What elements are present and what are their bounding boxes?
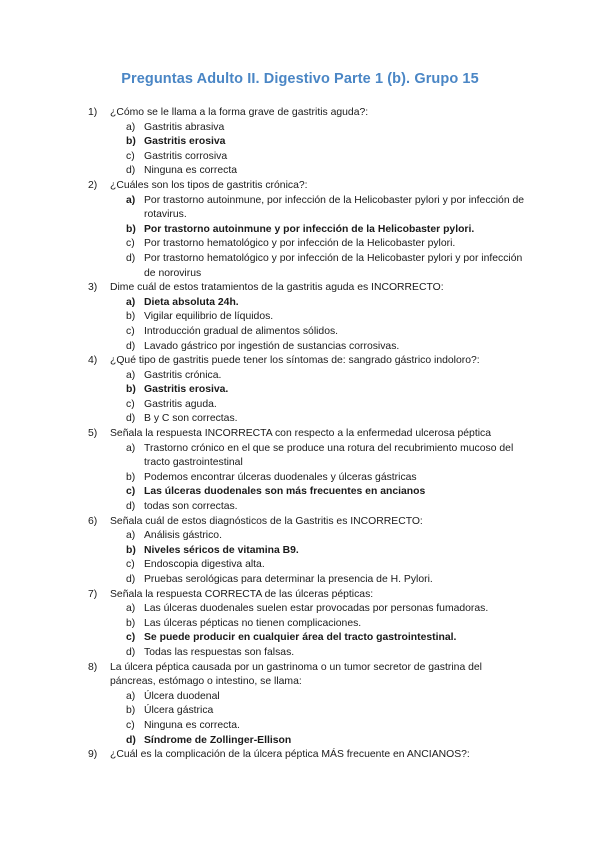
- option-letter: a): [126, 690, 136, 702]
- option-letter: a): [126, 369, 136, 381]
- answer-option: [88, 237, 528, 252]
- question-list: [88, 106, 528, 763]
- option-letter: d): [126, 646, 136, 658]
- question-number: 9): [88, 749, 98, 761]
- question-number: 7): [88, 588, 98, 600]
- answer-option: [88, 690, 528, 705]
- question-7: [88, 588, 528, 603]
- option-text: Gastritis corrosiva: [144, 150, 228, 162]
- answer-option: [88, 194, 528, 223]
- question-4: [88, 354, 528, 369]
- question-text: Dime cuál de estos tratamientos de la gastritis aguda es INCORRECTO:: [110, 282, 444, 294]
- answer-option: [88, 719, 528, 734]
- option-text: B y C son correctas.: [144, 413, 238, 425]
- answer-option: [88, 617, 528, 632]
- question-text: Señala cuál de estos diagnósticos de la Gastritis es INCORRECTO:: [110, 515, 423, 527]
- option-letter: a): [126, 530, 136, 542]
- answer-option-correct: [88, 296, 528, 311]
- question-1: [88, 106, 528, 121]
- option-text: Pruebas serológicas para determinar la presencia de H. Pylori.: [144, 574, 433, 585]
- option-letter: a): [126, 603, 136, 615]
- answer-option: [88, 150, 528, 165]
- question-number: 3): [88, 282, 98, 294]
- answer-option: [88, 704, 528, 719]
- answer-option: [88, 325, 528, 340]
- option-text: Lavado gástrico por ingestión de sustancias corrosivas.: [144, 340, 400, 352]
- answer-option: [88, 558, 528, 573]
- question-number: 1): [88, 107, 98, 118]
- document-title: Preguntas Adulto II. Digestivo Parte 1 (b). Grupo 15: [121, 71, 479, 87]
- option-letter: c): [126, 719, 135, 731]
- option-text: Todas las respuestas son falsas.: [144, 646, 295, 658]
- option-letter: b): [126, 471, 136, 483]
- answer-option-correct: [88, 734, 528, 749]
- option-letter: a): [126, 442, 136, 454]
- option-letter: b): [126, 544, 136, 556]
- option-letter: d): [126, 413, 136, 425]
- option-text: Podemos encontrar úlceras duodenales y úlceras gástricas: [144, 471, 417, 483]
- option-letter: c): [126, 559, 135, 571]
- answer-option: [88, 398, 528, 413]
- option-letter: d): [126, 252, 136, 264]
- question-number: 5): [88, 428, 98, 440]
- option-text: Dieta absoluta 24h.: [144, 296, 239, 308]
- answer-option-correct: [88, 135, 528, 150]
- answer-option-correct: [88, 544, 528, 559]
- question-5: [88, 427, 528, 442]
- answer-option-correct: [88, 485, 528, 500]
- answer-option-correct: [88, 223, 528, 238]
- question-number: 2): [88, 179, 98, 191]
- option-text: Las úlceras pépticas no tienen complicaciones.: [144, 617, 362, 629]
- question-text: ¿Cuáles son los tipos de gastritis crónica?:: [110, 179, 308, 191]
- option-text: Gastritis abrasiva: [144, 121, 225, 133]
- option-text: Endoscopia digestiva alta.: [144, 559, 265, 571]
- answer-option-correct: [88, 631, 528, 646]
- option-text: Gastritis aguda.: [144, 398, 217, 410]
- option-text: Ninguna es correcta.: [144, 719, 240, 731]
- question-text: ¿Cuál es la complicación de la úlcera péptica MÁS frecuente en ANCIANOS?:: [110, 749, 470, 761]
- question-text: ¿Cómo se le llama a la forma grave de gastritis aguda?:: [110, 107, 369, 118]
- option-text: Las úlceras duodenales suelen estar provocadas por personas fumadoras.: [144, 603, 489, 615]
- option-text: Gastritis erosiva.: [144, 384, 229, 396]
- option-letter: d): [126, 574, 136, 585]
- option-letter: d): [126, 165, 136, 177]
- question-6: [88, 515, 528, 530]
- answer-option: [88, 340, 528, 355]
- option-letter: b): [126, 617, 136, 629]
- answer-option: [88, 442, 528, 471]
- answer-option-correct: [88, 383, 528, 398]
- answer-option: [88, 252, 528, 281]
- option-letter: c): [126, 398, 135, 410]
- question-number: 6): [88, 515, 98, 527]
- option-letter: c): [126, 486, 136, 498]
- answer-option: [88, 529, 528, 544]
- option-text: Por trastorno hematológico y por infección de la Helicobaster pylori.: [144, 238, 456, 250]
- answer-option: [88, 500, 528, 515]
- option-letter: b): [126, 223, 136, 235]
- option-text: Gastritis erosiva: [144, 136, 226, 148]
- option-letter: a): [126, 194, 136, 206]
- question-text: Señala la respuesta INCORRECTA con respecto a la enfermedad ulcerosa péptica: [110, 428, 491, 440]
- question-9: [88, 748, 528, 763]
- option-text: Por trastorno autoinmune, por infección de la Helicobaster pylori y por infección de rotavirus.: [144, 194, 525, 221]
- question-number: 8): [88, 661, 98, 673]
- question-3: [88, 281, 528, 296]
- option-letter: c): [126, 238, 135, 250]
- question-text: ¿Qué tipo de gastritis puede tener los síntomas de: sangrado gástrico indoloro?:: [110, 355, 480, 367]
- option-letter: c): [126, 150, 135, 162]
- option-letter: c): [126, 325, 135, 337]
- option-text: Trastorno crónico en el que se produce una rotura del recubrimiento mucoso del tracto gastrointestinal: [144, 442, 514, 469]
- question-2: [88, 179, 528, 194]
- option-letter: b): [126, 384, 136, 396]
- option-letter: b): [126, 136, 136, 148]
- option-letter: a): [126, 296, 136, 308]
- option-text: Las úlceras duodenales son más frecuentes en ancianos: [144, 486, 426, 498]
- question-8: [88, 661, 528, 690]
- option-letter: d): [126, 501, 136, 513]
- option-text: Síndrome de Zollinger-Ellison: [144, 734, 292, 746]
- option-text: Úlcera duodenal: [144, 690, 220, 702]
- option-text: Niveles séricos de vitamina B9.: [144, 544, 299, 556]
- option-text: Introducción gradual de alimentos sólidos.: [144, 325, 339, 337]
- option-text: Ninguna es correcta: [144, 165, 237, 177]
- option-text: Por trastorno hematológico y por infección de la Helicobaster pylori y por infección de norovirus: [144, 252, 523, 279]
- question-text: La úlcera péptica causada por un gastrinoma o un tumor secretor de gastrina del páncreas, estómago o intestino, se llama:: [110, 661, 482, 688]
- option-letter: a): [126, 121, 136, 133]
- option-text: Gastritis crónica.: [144, 369, 222, 381]
- option-text: Se puede producir en cualquier área del tracto gastrointestinal.: [144, 632, 457, 644]
- question-text: Señala la respuesta CORRECTA de las úlceras pépticas:: [110, 588, 374, 600]
- option-letter: c): [126, 632, 136, 644]
- answer-option: [88, 310, 528, 325]
- option-text: Por trastorno autoinmune y por infección de la Helicobaster pylori.: [144, 223, 475, 235]
- option-letter: b): [126, 311, 136, 323]
- option-letter: d): [126, 734, 136, 746]
- answer-option: [88, 164, 528, 179]
- option-letter: b): [126, 705, 136, 717]
- option-letter: d): [126, 340, 136, 352]
- answer-option: [88, 121, 528, 136]
- option-text: Vigilar equilibrio de líquidos.: [144, 311, 274, 323]
- option-text: Úlcera gástrica: [144, 705, 214, 717]
- answer-option: [88, 471, 528, 486]
- answer-option: [88, 646, 528, 661]
- answer-option: [88, 412, 528, 427]
- answer-option: [88, 369, 528, 384]
- option-text: Análisis gástrico.: [144, 530, 222, 542]
- option-text: todas son correctas.: [144, 501, 238, 513]
- answer-option: [88, 602, 528, 617]
- answer-option: [88, 573, 528, 588]
- question-number: 4): [88, 355, 98, 367]
